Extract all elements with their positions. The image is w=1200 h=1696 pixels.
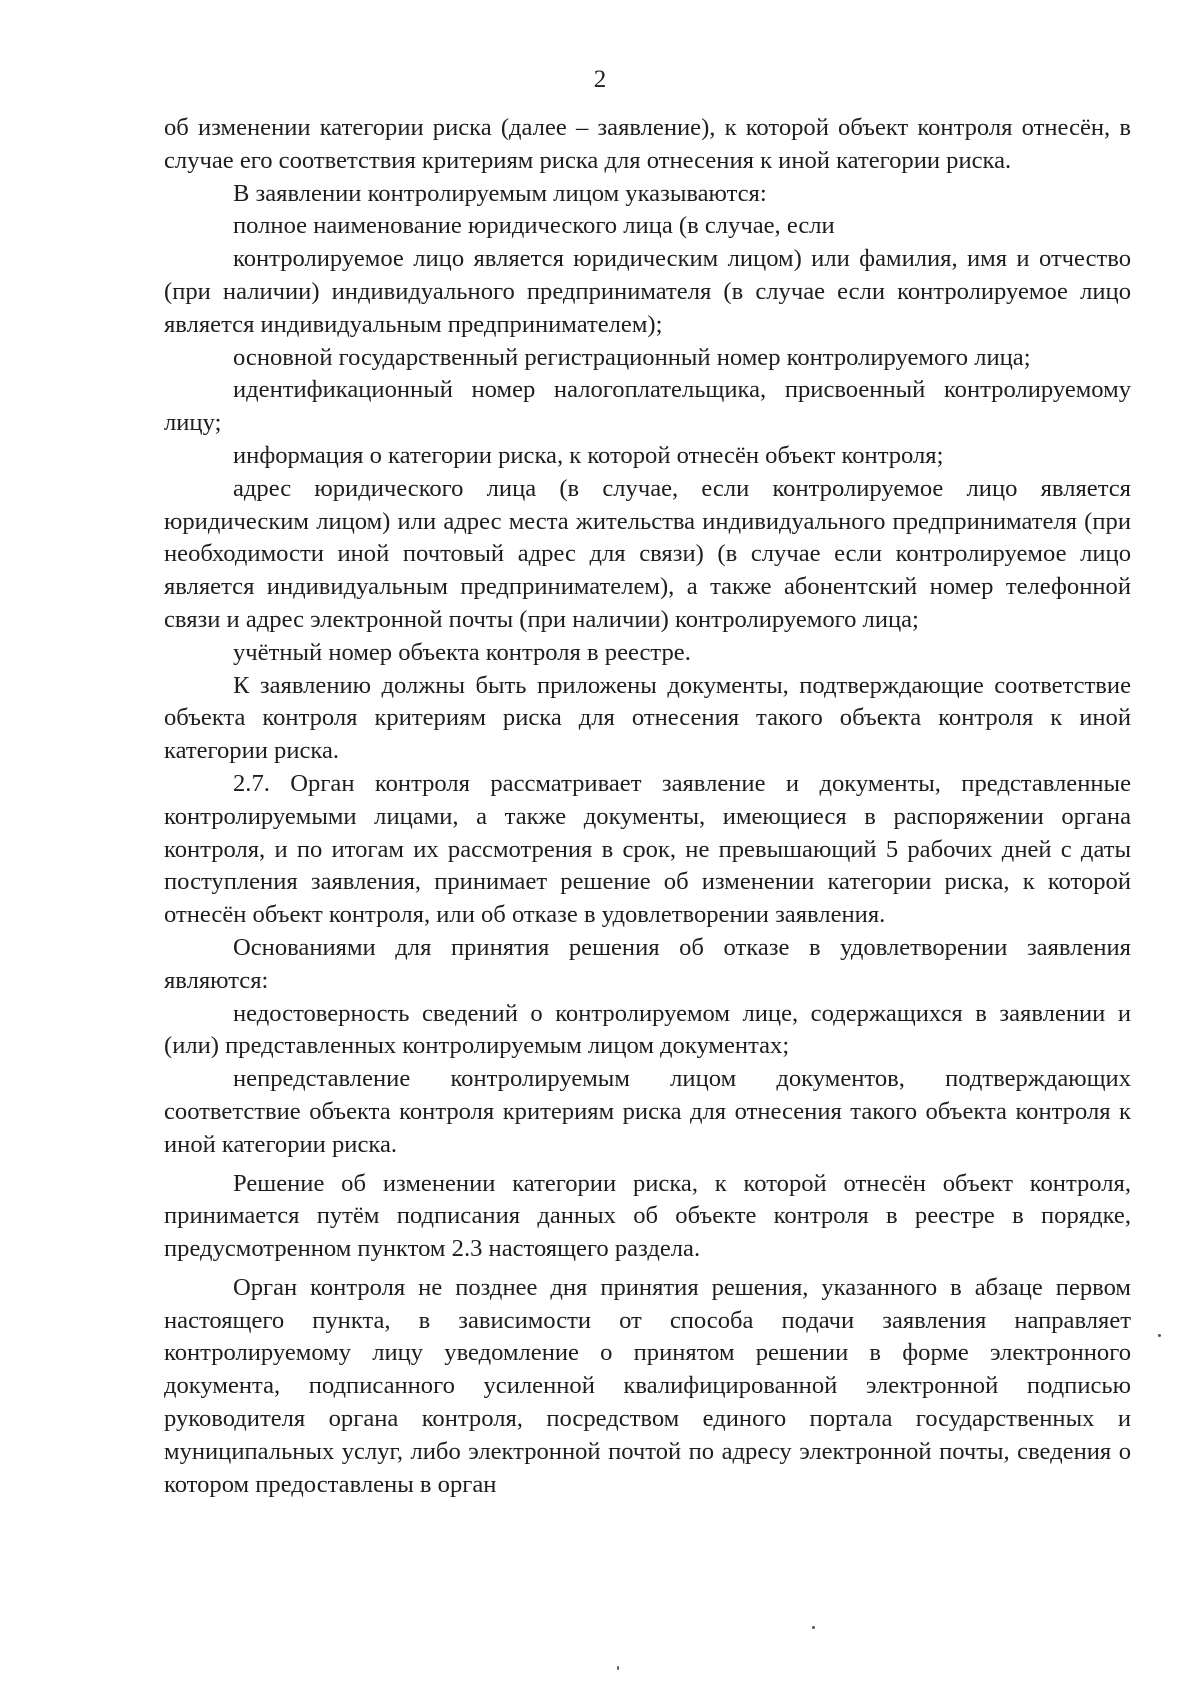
scan-speck xyxy=(812,1626,815,1629)
paragraph-ogrn: основной государственный регистрационный номер контролируемого лица; xyxy=(233,343,1031,371)
paragraph-refusal-unreliable-info: недостоверность сведений о контролируемом лице, содержащихся в заявлении и (или) представленных контролируемым лицом документах; xyxy=(164,999,1131,1060)
paragraph-risk-category-info: информация о категории риска, к которой отнесён объект контроля; xyxy=(233,441,944,469)
paragraph-registry-number: учётный номер объекта контроля в реестре. xyxy=(233,638,691,666)
paragraph-attached-documents: К заявлению должны быть приложены документы, подтверждающие соответствие объекта контроля критериям риска для отнесения такого объекта контроля к иной категории риска. xyxy=(164,671,1131,765)
document-body xyxy=(164,112,1131,1501)
paragraph-full-name-continuation: контролируемое лицо является юридическим лицом) или фамилия, имя и отчество (при наличии) индивидуального предпринимателя (в случае если контролируемое лицо является индивидуальным предпринимателем); xyxy=(164,245,1131,338)
paragraph-clause-2-7: 2.7. Орган контроля рассматривает заявление и документы, представленные контролируемыми лицами, а также документы, имеющиеся в распоряжении органа контроля, и по итогам их рассмотрения в срок, не превышающий 5 рабочих дней с даты поступления заявления, принимает решение об изменении категории риска, к которой отнесён объект контроля, или об отказе в удовлетворении заявления. xyxy=(164,769,1131,929)
paragraph-inn: идентификационный номер налогоплательщика, присвоенный контролируемому лицу; xyxy=(164,376,1131,437)
paragraph-decision-signing: Решение об изменении категории риска, к которой отнесён объект контроля, принимается путём подписания данных об объекте контроля в реестре в порядке, предусмотренном пунктом 2.3 настоящего раздела. xyxy=(164,1169,1131,1263)
paragraph-full-name-legal-entity: полное наименование юридического лица (в случае, если xyxy=(233,212,835,240)
paragraph-application-contents-intro: В заявлении контролируемым лицом указываются: xyxy=(233,179,767,207)
scan-speck xyxy=(1158,1334,1161,1337)
paragraph-notification: Орган контроля не позднее дня принятия решения, указанного в абзаце первом настоящего пункта, в зависимости от способа подачи заявления направляет контролируемому лицу уведомление о принятом решении в форме электронного документа, подписанного усиленной квалифицированной электронной подписью руководителя органа контроля, посредством единого портала государственных и муниципальных услуг, либо электронной почтой по адресу электронной почты, сведения о котором предоставлены в орган xyxy=(164,1273,1131,1498)
paragraph-refusal-missing-documents: непредставление контролируемым лицом документов, подтверждающих соответствие объекта контроля критериям риска для отнесения такого объекта контроля к иной категории риска. xyxy=(164,1065,1131,1158)
paragraph-refusal-grounds-intro: Основаниями для принятия решения об отказе в удовлетворении заявления являются: xyxy=(164,933,1131,994)
page-number: 2 xyxy=(593,66,607,93)
scan-speck xyxy=(617,1666,619,1670)
paragraph-address: адрес юридического лица (в случае, если контролируемое лицо является юридическим лицом) или адрес места жительства индивидуального предпринимателя (при необходимости иной почтовый адрес для связи) (в случае если контролируемое лицо является индивидуальным предпринимателем), а также абонентский номер телефонной связи и адрес электронной почты (при наличии) контролируемого лица; xyxy=(164,474,1131,633)
paragraph-application-definition: об изменении категории риска (далее – заявление), к которой объект контроля отнесён, в случае его соответствия критериям риска для отнесения к иной категории риска. xyxy=(164,114,1131,174)
